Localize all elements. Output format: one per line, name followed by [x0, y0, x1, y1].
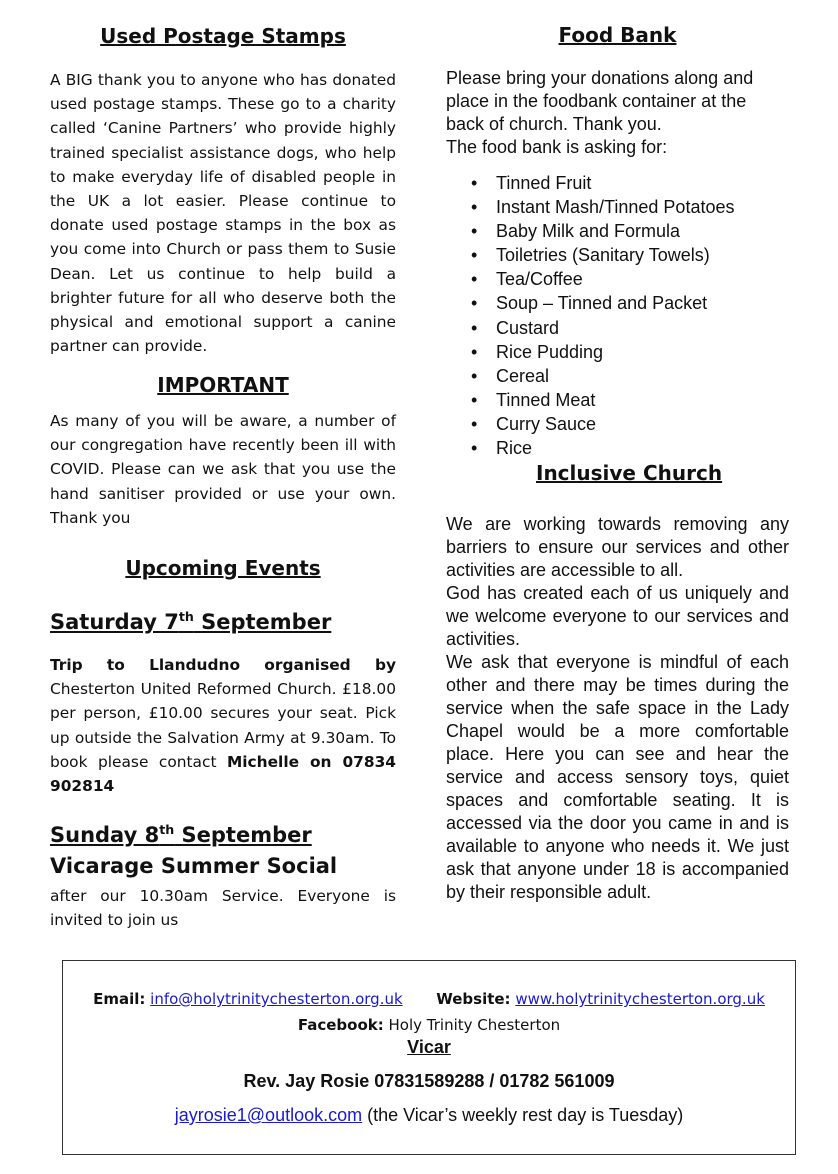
facebook-label: Facebook: — [297, 1016, 384, 1034]
list-item — [446, 267, 734, 291]
event1-suffix: th — [178, 609, 194, 624]
email-label: Email: — [93, 990, 146, 1008]
bullet-icon: • — [471, 438, 478, 459]
bullet-icon: • — [471, 413, 478, 434]
contact-box — [62, 960, 796, 1155]
list-item-label: Tinned Fruit — [496, 173, 592, 193]
list-item — [446, 412, 734, 436]
list-item-label: Soup – Tinned and Packet — [496, 293, 708, 314]
vicar-heading: Vicar — [407, 1037, 451, 1057]
list-item — [446, 340, 734, 364]
list-item-label: Rice Pudding — [496, 341, 604, 362]
list-item-label: Rice — [496, 438, 533, 459]
list-item-label: Curry Sauce — [496, 413, 597, 434]
event2-name: Vicarage Summer Social — [50, 854, 338, 878]
list-item — [446, 316, 734, 340]
foodbank-intro: Please bring your donations along and place in the foodbank container at the back of church. Thank you. — [446, 68, 754, 134]
bullet-icon: • — [471, 197, 478, 218]
list-item-label: Baby Milk and Formula — [496, 221, 681, 242]
event1-contact: Michelle on 07834 902814 — [50, 752, 396, 796]
event2-month: September — [174, 823, 312, 847]
bullet-icon: • — [471, 245, 478, 266]
website-label: Website: — [436, 990, 511, 1008]
foodbank-list — [446, 171, 734, 460]
list-item-label: Tinned Meat — [496, 389, 596, 410]
list-item-label: Toiletries (Sanitary Towels) — [496, 245, 710, 266]
bullet-icon: • — [471, 293, 478, 314]
event2-date — [50, 823, 312, 847]
event2-day: Sunday 8 — [50, 823, 160, 847]
event1-description — [50, 653, 396, 798]
bullet-icon: • — [471, 365, 478, 386]
event1-day: Saturday 7 — [50, 610, 179, 634]
inclusive-paragraph-3: We ask that everyone is mindful of each other and there may be times during the service when the safe space in the Lady Chapel would be a more comfortable place. Here you can see and hear the service and access sensory toys, quiet spaces and comfortable seating. It is accessed via the door you came in and is available to anyone who needs it. We just ask that anyone under 18 is accompanied by their responsible adult. — [446, 652, 789, 902]
list-item — [446, 195, 734, 219]
bullet-icon: • — [471, 341, 478, 362]
website-link[interactable]: www.holytrinitychesterton.org.uk — [515, 990, 765, 1008]
bullet-icon: • — [471, 389, 478, 410]
stamps-heading: Used Postage Stamps — [100, 24, 346, 48]
bullet-icon: • — [471, 221, 478, 242]
facebook-line — [63, 1016, 795, 1034]
foodbank-asking: The food bank is asking for: — [446, 137, 668, 157]
event1-month: September — [193, 610, 332, 634]
event1-body: Chesterton United Reformed Church. £18.00 per person, £10.00 secures your seat. Pick up outside the Salvation Army at 9.30am. To book please contact — [50, 680, 396, 771]
bullet-icon: • — [471, 173, 478, 193]
important-heading: IMPORTANT — [157, 373, 289, 397]
vicar-email-line — [63, 1105, 795, 1126]
event1-date — [50, 610, 331, 634]
event2-suffix: th — [159, 822, 175, 837]
facebook-value: Holy Trinity Chesterton — [383, 1016, 561, 1034]
foodbank-heading: Food Bank — [558, 23, 677, 47]
inclusive-paragraph-1: We are working towards removing any barriers to ensure our services and other activities are accessible to all. — [446, 514, 789, 580]
list-item — [446, 171, 734, 195]
inclusive-paragraph-2: God has created each of us uniquely and we welcome everyone to our services and activities. — [446, 583, 789, 649]
list-item — [446, 291, 734, 315]
stamps-paragraph: A BIG thank you to anyone who has donated used postage stamps. These go to a charity called ‘Canine Partners’ who provide highly trained specialist assistance dogs, who help to make everyday life of disabled people in the UK a lot easier. Please continue to donate used postage stamps in the box as you come into Church or pass them to Susie Dean. Let us continue to help build a brighter future for all who deserve both the physical and emotional support a canine partner can provide. — [50, 71, 396, 356]
list-item-label: Instant Mash/Tinned Potatoes — [496, 197, 735, 218]
list-item-label: Tea/Coffee — [496, 269, 583, 290]
list-item — [446, 243, 734, 267]
email-link[interactable]: info@holytrinitychesterton.org.uk — [150, 990, 403, 1008]
list-item-label: Cereal — [496, 365, 550, 386]
bullet-icon: • — [471, 317, 478, 338]
list-item — [446, 364, 734, 388]
email-website-line — [63, 990, 795, 1008]
rest-day-note: (the Vicar’s weekly rest day is Tuesday) — [362, 1105, 684, 1125]
event1-lead: Trip to Llandudno organised by — [50, 656, 396, 674]
vicar-email-link[interactable]: jayrosie1@outlook.com — [174, 1105, 363, 1125]
important-paragraph: As many of you will be aware, a number of our congregation have recently been ill with COVID. Please can we ask that you use the hand sanitiser provided or use your own. Thank you — [50, 412, 396, 527]
event2-description: after our 10.30am Service. Everyone is invited to join us — [50, 887, 396, 930]
upcoming-events-heading: Upcoming Events — [125, 556, 321, 580]
bullet-icon: • — [471, 269, 478, 290]
list-item-label: Custard — [496, 317, 560, 338]
list-item — [446, 436, 734, 460]
inclusive-heading: Inclusive Church — [536, 461, 723, 485]
list-item — [446, 388, 734, 412]
vicar-name: Rev. Jay Rosie 07831589288 / 01782 561009 — [243, 1071, 615, 1091]
list-item — [446, 219, 734, 243]
